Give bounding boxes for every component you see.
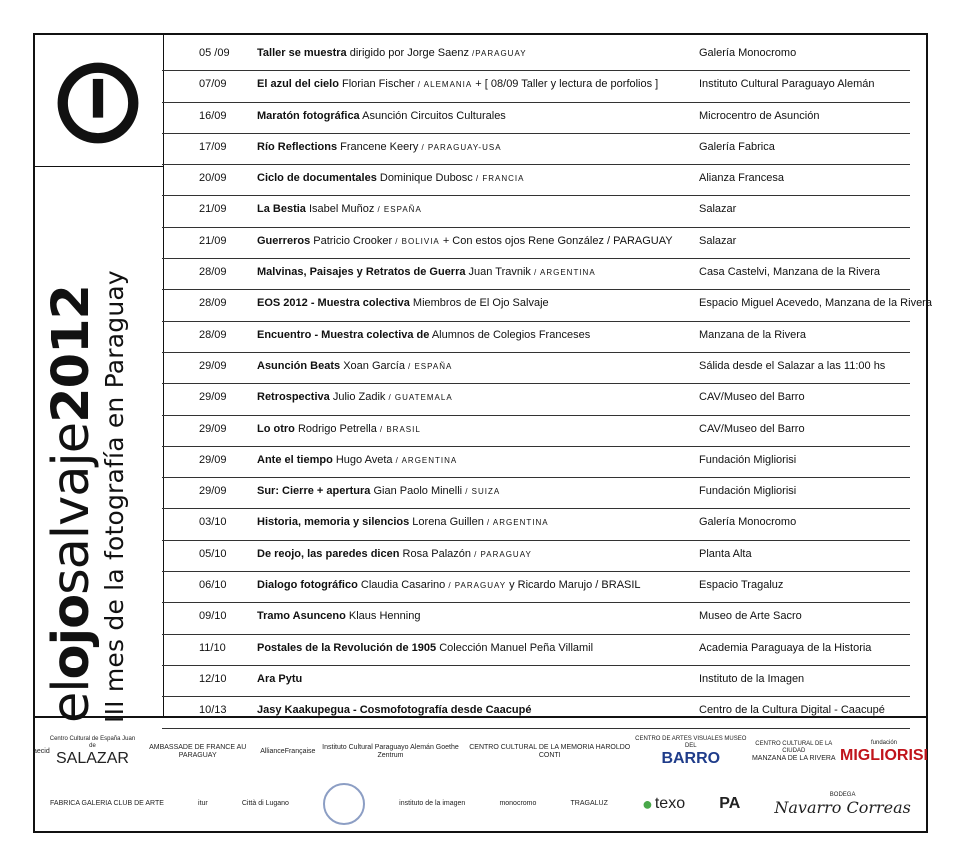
event-date: 03/10: [199, 516, 227, 529]
sponsor-name: FABRICA GALERIA CLUB DE ARTE: [50, 800, 164, 807]
sponsor-logo-itur: [198, 800, 208, 808]
event-date: 11/10: [199, 641, 226, 654]
event-description: [257, 141, 502, 153]
sponsor-name: monocromo: [499, 800, 537, 807]
event-description: [257, 110, 506, 122]
event-date: 21/09: [199, 234, 227, 247]
event-title: Lo otro: [257, 422, 295, 435]
brand-title: [44, 183, 100, 723]
brand-year: 2012: [42, 284, 101, 423]
event-title: Postales de la Revolución de 1905: [257, 641, 437, 654]
sponsor-tagline: CENTRO DE ARTES VISUALES MUSEO DEL: [635, 736, 747, 749]
event-author: Claudia Casarino: [357, 579, 449, 592]
event-description: [257, 673, 302, 685]
event-description: [257, 235, 673, 247]
event-country: / BRASIL: [379, 424, 421, 434]
schedule-table: [162, 40, 932, 729]
event-author: Rodrigo Petrella: [294, 422, 380, 435]
schedule-row: [162, 196, 910, 227]
event-extra: + Con estos ojos Rene González / PARAGUAY: [439, 234, 673, 247]
sponsor-name: BARRO: [661, 750, 721, 767]
sponsor-logo-aecid: [33, 748, 50, 756]
sponsor-name: Instituto Cultural Paraguayo Alemán Goethe Zentrum: [322, 744, 459, 759]
schedule-row: [162, 447, 910, 478]
event-author: Gian Paolo Minelli: [370, 485, 466, 498]
event-title: Sur: Cierre + apertura: [257, 485, 371, 498]
event-description: [257, 391, 453, 403]
schedule-row: [162, 509, 910, 540]
event-description: [257, 454, 457, 466]
event-description: [257, 172, 524, 184]
event-country: / ARGENTINA: [486, 518, 549, 528]
event-author: Florian Fischer: [338, 78, 418, 91]
sponsor-name: PA: [719, 795, 741, 812]
event-date: 28/09: [199, 328, 227, 341]
sponsor-name: Città di Lugano: [241, 800, 289, 807]
schedule-row: [162, 259, 910, 290]
event-venue: Academia Paraguaya de la Historia: [699, 641, 872, 654]
event-author: Miembros de El Ojo Salvaje: [409, 297, 549, 310]
schedule-row: [162, 416, 910, 447]
event-date: 20/09: [199, 172, 227, 185]
event-date: 10/13: [199, 704, 227, 717]
event-country: / PARAGUAY: [474, 549, 532, 559]
brand-part-el: el: [42, 679, 101, 723]
schedule-row: [162, 478, 910, 509]
schedule-row: [162, 134, 910, 165]
schedule-row: [162, 666, 910, 697]
event-description: [257, 642, 593, 654]
event-description: [257, 78, 658, 90]
event-venue: Salazar: [699, 234, 737, 247]
event-venue: Galería Fabrica: [699, 140, 775, 153]
event-venue: Microcentro de Asunción: [699, 109, 820, 122]
sponsor-logo-pa: [719, 795, 740, 813]
event-title: Ara Pytu: [257, 672, 303, 685]
event-date: 21/09: [199, 203, 227, 216]
sponsor-logo-monocromo: [499, 800, 536, 808]
sponsors-area: [33, 717, 928, 833]
event-description: [257, 548, 532, 560]
sponsor-logo-fabrica: [50, 800, 164, 808]
event-description: [257, 579, 641, 591]
vertical-title: [44, 183, 154, 723]
sponsor-tagline: fundación: [870, 739, 898, 746]
event-date: 09/10: [199, 610, 227, 623]
sponsors-row-2: [33, 779, 928, 829]
event-country: / ESPAÑA: [377, 205, 422, 215]
sponsor-logo-lugano: [242, 800, 289, 808]
event-venue: Planta Alta: [699, 547, 752, 560]
sponsors-row-1: [33, 727, 928, 777]
event-country: /PARAGUAY: [472, 49, 527, 58]
schedule-row: [162, 384, 910, 415]
event-title: Retrospectiva: [257, 391, 330, 404]
event-author: Xoan García: [340, 359, 409, 372]
event-title: Historia, memoria y silencios: [257, 516, 410, 529]
seal-icon: [323, 783, 365, 825]
event-date: 29/09: [199, 422, 227, 435]
sponsor-name: SALAZAR: [56, 750, 129, 767]
event-country: / ALEMANIA: [417, 80, 473, 90]
event-venue: Alianza Francesa: [699, 172, 784, 185]
event-date: 28/09: [199, 297, 227, 310]
event-country: / SUIZA: [465, 487, 501, 497]
sponsor-name: TRAGALUZ: [570, 800, 608, 807]
event-date: 05 /09: [199, 47, 230, 59]
event-author: Juan Travnik: [465, 266, 534, 279]
logo-divider: [35, 166, 163, 167]
event-venue: Salazar: [699, 203, 737, 216]
event-title: Río Reflections: [257, 140, 338, 153]
sponsor-name: Navarro Correas: [774, 797, 911, 817]
sponsor-name: AllianceFrançaise: [260, 748, 316, 755]
event-title: La Bestia: [257, 203, 306, 216]
event-description: [257, 266, 596, 278]
event-venue: Galería Monocromo: [699, 47, 797, 59]
event-author: Isabel Muñoz: [305, 203, 378, 216]
event-date: 16/09: [199, 109, 227, 122]
event-date: 07/09: [199, 78, 227, 91]
sponsor-logo-migliorisi: [840, 740, 928, 765]
event-title: Tramo Asunceno: [257, 610, 346, 623]
event-venue: Manzana de la Rivera: [699, 328, 807, 341]
brand-part-ojo: ojo: [42, 594, 101, 680]
event-extra: y Ricardo Marujo / BRASIL: [506, 579, 641, 592]
schedule-row: [162, 572, 910, 603]
sponsor-name: instituto de la imagen: [399, 800, 466, 807]
sponsor-name: aecid: [33, 748, 50, 755]
schedule-row: [162, 40, 910, 71]
sponsor-logo-tragaluz: [571, 800, 608, 808]
sponsor-logo-manzana: [748, 741, 840, 763]
event-description: [257, 704, 531, 716]
event-title: De reojo, las paredes dicen: [257, 547, 400, 560]
sponsor-name: itur: [198, 800, 208, 807]
schedule-row: [162, 541, 910, 572]
event-title: Ciclo de documentales: [257, 172, 377, 185]
event-description: [257, 516, 549, 528]
sponsor-name: MANZANA DE LA RIVERA: [751, 755, 836, 762]
sponsor-logo-instituto-imagen: [399, 800, 465, 808]
event-author: Alumnos de Colegios Franceses: [429, 328, 591, 341]
event-date: 29/09: [199, 391, 227, 404]
schedule-row: [162, 103, 910, 134]
event-country: / ARGENTINA: [395, 455, 458, 465]
sponsor-logo-sello: [323, 783, 365, 825]
schedule-row: [162, 71, 910, 102]
event-title: Jasy Kaakupegua - Cosmofotografía desde Caacupé: [257, 704, 532, 717]
event-title: El azul del cielo: [257, 78, 339, 91]
event-author: Francene Keery: [337, 140, 422, 153]
event-venue: Casa Castelvi, Manzana de la Rivera: [699, 266, 880, 279]
event-venue: Fundación Migliorisi: [699, 453, 797, 466]
event-author: Rosa Palazón: [399, 547, 475, 560]
event-author: Hugo Aveta: [332, 453, 396, 466]
sponsor-name: AMBASSADE DE FRANCE AU PARAGUAY: [149, 744, 247, 759]
brand-subtitle: III mes de la fotografía en Paraguay: [100, 270, 129, 723]
event-description: [257, 610, 420, 622]
sponsor-tagline: Centro Cultural de España Juan de: [49, 736, 136, 749]
event-venue: Espacio Miguel Acevedo, Manzana de la Rivera: [699, 297, 932, 310]
event-venue: Instituto Cultural Paraguayo Alemán: [699, 78, 875, 91]
event-date: 12/10: [199, 672, 227, 685]
event-date: 17/09: [199, 140, 227, 153]
event-author: Asunción Circuitos Culturales: [359, 109, 506, 122]
event-date: 05/10: [199, 547, 227, 560]
sponsor-logo-texo: [642, 794, 685, 815]
event-date: 29/09: [199, 485, 227, 498]
event-title: Malvinas, Paisajes y Retratos de Guerra: [257, 266, 466, 279]
event-date: 29/09: [199, 453, 227, 466]
event-title: Encuentro - Muestra colectiva de: [257, 328, 430, 341]
event-author: Dominique Dubosc: [376, 172, 476, 185]
event-venue: Galería Monocromo: [699, 516, 797, 529]
event-venue: CAV/Museo del Barro: [699, 391, 805, 404]
event-venue: Centro de la Cultura Digital - Caacupé: [699, 704, 885, 717]
event-country: / PARAGUAY-USA: [421, 142, 502, 152]
schedule-row: [162, 322, 910, 353]
event-country: / BOLIVIA: [395, 236, 440, 246]
sponsor-logo-goethe: [315, 744, 465, 760]
event-date: 06/10: [199, 579, 227, 592]
event-author: Colección Manuel Peña Villamil: [436, 641, 594, 654]
event-description: [257, 47, 527, 59]
event-author: Julio Zadik: [329, 391, 389, 404]
sponsor-tagline: CENTRO CULTURAL DE LA CIUDAD: [755, 741, 833, 754]
sponsor-name: MIGLIORISI: [840, 746, 928, 764]
sponsor-logo-alliance-francaise: [260, 748, 315, 756]
event-description: [257, 297, 549, 309]
schedule-row: [162, 228, 910, 259]
event-venue: Museo de Arte Sacro: [699, 610, 802, 623]
event-country: / ARGENTINA: [533, 268, 596, 278]
event-venue: Fundación Migliorisi: [699, 485, 797, 498]
sponsor-logo-embajada-francia: [135, 744, 260, 760]
event-venue: CAV/Museo del Barro: [699, 422, 805, 435]
sponsor-name: CENTRO CULTURAL DE LA MEMORIA HAROLDO CONTI: [469, 744, 631, 759]
event-description: [257, 329, 590, 341]
event-country: / ESPAÑA: [408, 361, 453, 371]
schedule-row: [162, 165, 910, 196]
event-country: / FRANCIA: [475, 174, 525, 184]
event-author: Klaus Henning: [345, 610, 421, 623]
event-title: Dialogo fotográfico: [257, 579, 358, 592]
texo-circle-icon: ●: [641, 793, 653, 814]
event-venue: Sálida desde el Salazar a las 11:00 hs: [699, 359, 886, 372]
schedule-row: [162, 290, 932, 321]
schedule-row: [162, 635, 910, 666]
sponsor-logo-museo-barro: [634, 736, 748, 768]
event-description: [257, 485, 500, 497]
event-date: 29/09: [199, 359, 227, 372]
brand-part-salvaje: salvaje: [42, 422, 101, 595]
event-description: [257, 360, 452, 372]
event-title: Ante el tiempo: [257, 453, 333, 466]
sponsor-tagline: BODEGA: [829, 791, 856, 798]
event-author: dirigido por Jorge Saenz: [346, 47, 473, 59]
event-description: [257, 203, 422, 215]
sponsor-logo-salazar: [50, 736, 135, 768]
event-venue: Espacio Tragaluz: [699, 579, 784, 592]
sponsor-logo-navarro: [774, 792, 911, 817]
schedule-row: [162, 353, 910, 384]
event-author: Lorena Guillen: [409, 516, 487, 529]
event-country: / GUATEMALA: [388, 393, 453, 403]
event-title: Maratón fotográfica: [257, 109, 360, 122]
event-venue: Instituto de la Imagen: [699, 672, 805, 685]
schedule-row: [162, 603, 910, 634]
event-date: 28/09: [199, 266, 227, 279]
event-author: Patricio Crooker: [310, 234, 396, 247]
eye-logo-icon: [55, 60, 141, 146]
event-title: Taller se muestra: [257, 47, 347, 59]
event-country: / PARAGUAY: [448, 581, 507, 591]
event-description: [257, 423, 421, 435]
sponsor-logo-memoria: [466, 744, 634, 760]
sponsor-name: texo: [654, 795, 686, 812]
event-extra: + [ 08/09 Taller y lectura de porfolios ]: [472, 78, 659, 91]
event-title: Asunción Beats: [257, 359, 341, 372]
event-title: EOS 2012 - Muestra colectiva: [257, 297, 410, 310]
event-title: Guerreros: [257, 234, 311, 247]
